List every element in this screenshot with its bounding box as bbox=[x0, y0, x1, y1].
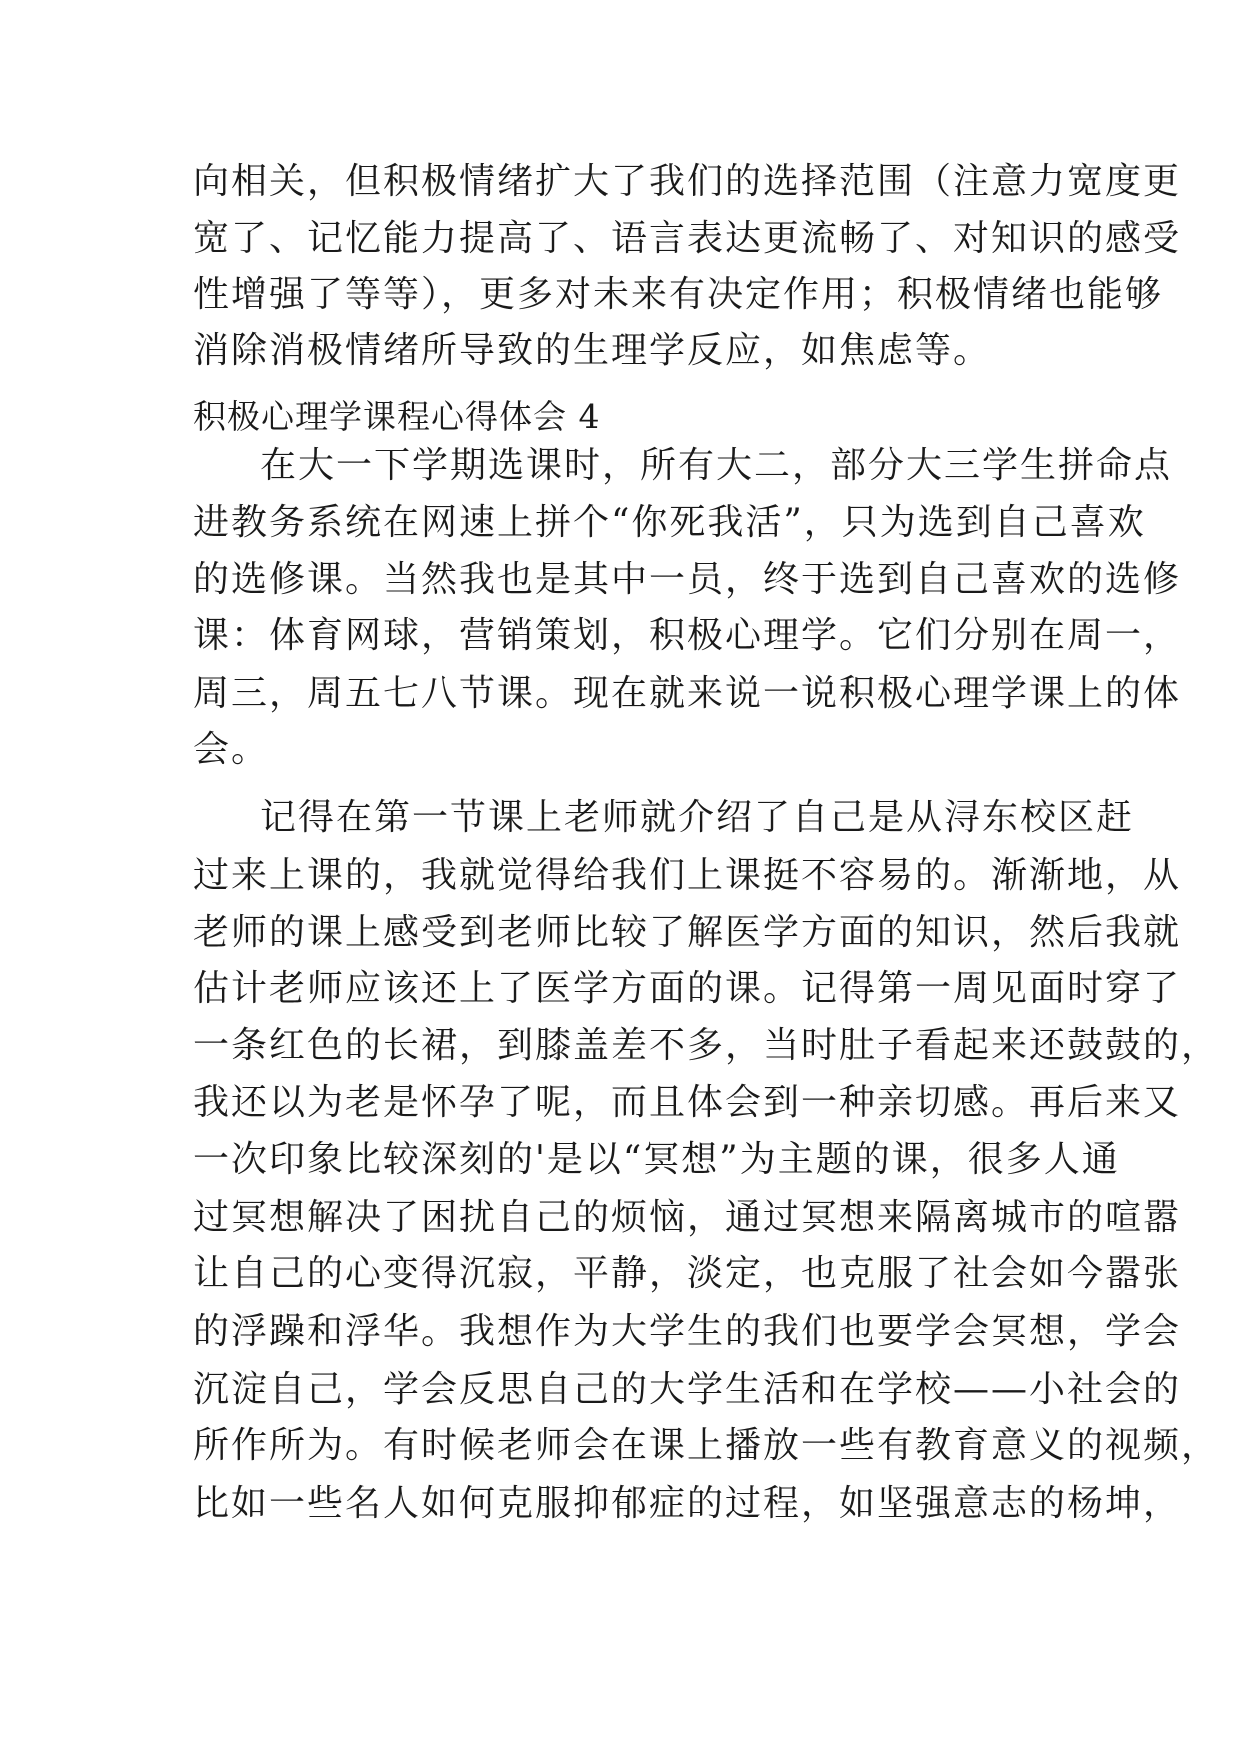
paragraph-line: 一次印象比较深刻的'是以“冥想”为主题的课，很多人通 bbox=[193, 1139, 1120, 1180]
paragraph-line: 在大一下学期选课时，所有大二，部分大三学生拼命点 bbox=[260, 445, 1173, 486]
paragraph-line: 的浮躁和浮华。我想作为大学生的我们也要学会冥想，学会 bbox=[193, 1311, 1182, 1352]
paragraph-line: 进教务系统在网速上拼个“你死我活”，只为选到自己喜欢 bbox=[193, 502, 1146, 543]
paragraph-line: 比如一些名人如何克服抑郁症的过程，如坚强意志的杨坤， bbox=[193, 1483, 1182, 1524]
paragraph-line: 周三，周五七八节课。现在就来说一说积极心理学课上的体 bbox=[193, 673, 1182, 714]
paragraph-line: 一条红色的长裙，到膝盖差不多，当时肚子看起来还鼓鼓的， bbox=[193, 1025, 1220, 1066]
paragraph-line: 性增强了等等），更多对未来有决定作用；积极情绪也能够 bbox=[193, 274, 1164, 315]
paragraph-line: 消除消极情绪所导致的生理学反应，如焦虑等。 bbox=[193, 330, 992, 371]
paragraph-line: 老师的课上感受到老师比较了解医学方面的知识，然后我就 bbox=[193, 912, 1182, 953]
paragraph-line: 估计老师应该还上了医学方面的课。记得第一周见面时穿了 bbox=[193, 968, 1182, 1009]
paragraph-line: 向相关，但积极情绪扩大了我们的选择范围（注意力宽度更 bbox=[193, 161, 1182, 202]
paragraph-line: 过冥想解决了困扰自己的烦恼，通过冥想来隔离城市的喧嚣 bbox=[193, 1197, 1182, 1238]
paragraph-line: 过来上课的，我就觉得给我们上课挺不容易的。渐渐地，从 bbox=[193, 855, 1182, 896]
paragraph-line: 会。 bbox=[193, 729, 270, 770]
paragraph-line: 所作所为。有时候老师会在课上播放一些有教育意义的视频， bbox=[193, 1425, 1220, 1466]
paragraph-line: 让自己的心变得沉寂，平静，淡定，也克服了社会如今嚣张 bbox=[193, 1253, 1182, 1294]
paragraph-line: 课：体育网球，营销策划，积极心理学。它们分别在周一， bbox=[193, 615, 1182, 656]
paragraph-line: 的选修课。当然我也是其中一员，终于选到自己喜欢的选修 bbox=[193, 559, 1182, 600]
paragraph-line: 我还以为老是怀孕了呢，而且体会到一种亲切感。再后来又 bbox=[193, 1082, 1182, 1123]
paragraph-line: 沉淀自己，学会反思自己的大学生活和在学校——小社会的 bbox=[193, 1369, 1182, 1410]
section-heading: 积极心理学课程心得体会 4 bbox=[193, 397, 601, 436]
paragraph-line: 记得在第一节课上老师就介绍了自己是从浔东校区赶 bbox=[260, 797, 1135, 838]
paragraph-line: 宽了、记忆能力提高了、语言表达更流畅了、对知识的感受 bbox=[193, 218, 1182, 259]
